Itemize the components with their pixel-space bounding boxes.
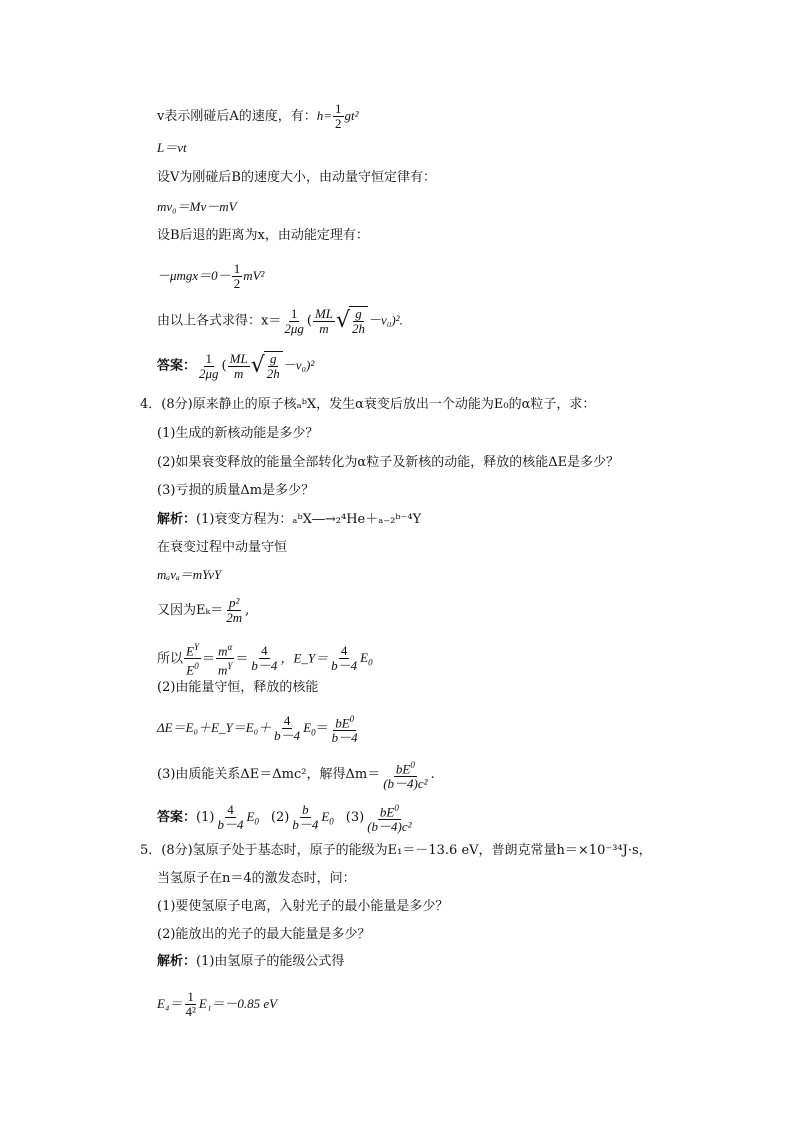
- q5-sub1: (1)要使氢原子电离，入射光子的最小能量是多少？: [157, 899, 449, 914]
- q5-analysis-1: 解析：(1)由氢原子的能级公式得: [157, 954, 345, 969]
- q4-analysis-1: 解析：(1)衰变方程为：ₐᵇX―→₂⁴He＋ₐ₋₂ᵇ⁻⁴Y: [157, 512, 422, 527]
- fraction-p2-over-2m: $\frac{\text{p²}}{2m}$: [226, 595, 243, 625]
- sol3-line3: 设V为刚碰后B的速度大小，由动量守恒定律有：: [157, 170, 436, 185]
- sol3-line7: 由以上各式求得：x＝ $\frac{1}{2\mu g}$ ( $\frac{ML}{m}$ √ $\frac{g}{2h}$ －v₀)².: [157, 305, 403, 336]
- fraction-EY-over-E0: $\frac{E^Y}{E^0}$: [186, 642, 199, 678]
- q4-sub2: (2)如果衰变释放的能量全部转化为α粒子及新核的动能，释放的核能ΔE是多少？: [157, 455, 620, 470]
- q4-answer: 答案：(1) $\frac{4}{b-4}$ $E_0$ (2) $\frac{b}{b-4}$ $E_0$ (3) $\frac{bE^0}{\text{(b－4)c²}}$: [157, 802, 412, 835]
- fraction-b-over-b-4: $\frac{b}{b-4}$: [292, 802, 319, 833]
- sol3-line4: mv₀＝Mv－mV: [157, 199, 237, 214]
- q5-analysis-2: E₄＝ $\frac{1}{\text{4²}}$ E₁＝－0.85 eV: [157, 989, 278, 1019]
- q5-sub2: (2)能放出的光子的最大能量是多少？: [157, 927, 371, 942]
- sol3-answer: 答案： $\frac{1}{2\mu g}$ ( $\frac{ML}{m}$ √ $\frac{g}{2h}$ －v₀)²: [157, 350, 315, 381]
- fraction-bE0-over-b-4-c2: $\frac{bE^0}{\text{(b－4)c²}}$: [367, 803, 412, 835]
- q4-analysis-7: ΔE＝E₀＋E_Y＝E₀＋ $\frac{4}{b-4}$ $E_0=$ $\frac{bE^0}{b-4}$: [157, 713, 358, 746]
- sol3-line6: －μmgx＝0－ $\frac{1}{2}$ mV²: [157, 261, 265, 291]
- q4-analysis-6: (2)由能量守恒，释放的核能: [157, 680, 319, 695]
- fraction-1-over-2mug: $\frac{1}{2\mu g}$: [284, 305, 304, 336]
- fraction-ML-over-m: $\frac{ML}{m}$: [229, 350, 248, 381]
- fraction-4-over-b-4: $\frac{4}{b-4}$: [251, 643, 278, 674]
- sqrt-g-over-2h: √ $\frac{g}{2h}$: [251, 351, 283, 381]
- fraction-ma-over-mY: $\frac{m^\alpha}{m^Y}$: [218, 642, 233, 678]
- q4-analysis-8: (3)由质能关系ΔE＝Δmc²，解得Δm＝ $\frac{bE^0}{\text{(b－4)c²}}$ .: [157, 760, 435, 792]
- fraction-ML-over-m: $\frac{ML}{m}$: [314, 305, 334, 336]
- q4-analysis-5: 所以 $\frac{E^Y}{E^0}$ ＝ $\frac{m^\alpha}{m^Y}$ ＝ $\frac{4}{b-4}$ ，E_Y＝ $\frac{4}{b-4}$ $E_0$: [157, 642, 373, 678]
- fraction-4-over-b-4: $\frac{4}{b-4}$: [274, 713, 301, 744]
- fraction-1-over-4-squared: $\frac{1}{\text{4²}}$: [185, 989, 196, 1019]
- q4-sub3: (3)亏损的质量Δm是多少？: [157, 483, 315, 498]
- q5-question-2: 当氢原子在n＝4的激发态时，问：: [157, 871, 356, 886]
- fraction-one-half: $\frac{1}{2}$: [335, 101, 342, 131]
- q5-question: 5．(8分)氢原子处于基态时，原子的能级为E₁＝－13.6 eV，普朗克常量h＝×10⁻³⁴J·s，: [140, 843, 652, 858]
- q4-question: 4．(8分)原来静止的原子核ₐᵇX，发生α衰变后放出一个动能为E₀的α粒子，求：: [140, 397, 596, 412]
- fraction-one-half: $\frac{1}{2}$: [233, 261, 241, 291]
- q4-analysis-3: mₐvₐ＝mYvY: [157, 567, 222, 582]
- q4-sub1: (1)生成的新核动能是多少？: [157, 426, 319, 441]
- sol3-line2: L＝vt: [157, 140, 187, 155]
- q4-analysis-4: 又因为Eₖ＝ $\frac{\text{p²}}{2m}$ ,: [157, 595, 250, 625]
- fraction-bE0-over-b-4-c2: $\frac{bE^0}{\text{(b－4)c²}}$: [383, 760, 428, 792]
- sol3-line5: 设B后退的距离为x，由动能定理有：: [157, 228, 369, 243]
- q4-analysis-2: 在衰变过程中动量守恒: [157, 540, 288, 555]
- sqrt-g-over-2h: √ $\frac{g}{2h}$: [336, 306, 368, 336]
- fraction-1-over-2mug: $\frac{1}{2\mu g}$: [199, 350, 219, 381]
- fraction-bE0-over-b-4: $\frac{bE^0}{b-4}$: [331, 714, 358, 746]
- fraction-4-over-b-4: $\frac{4}{b-4}$: [331, 643, 358, 674]
- sol3-line1: v表示刚碰后A的速度，有：h= $\frac{1}{2}$ gt²: [157, 101, 359, 131]
- fraction-4-over-b-4: $\frac{4}{b-4}$: [217, 802, 244, 833]
